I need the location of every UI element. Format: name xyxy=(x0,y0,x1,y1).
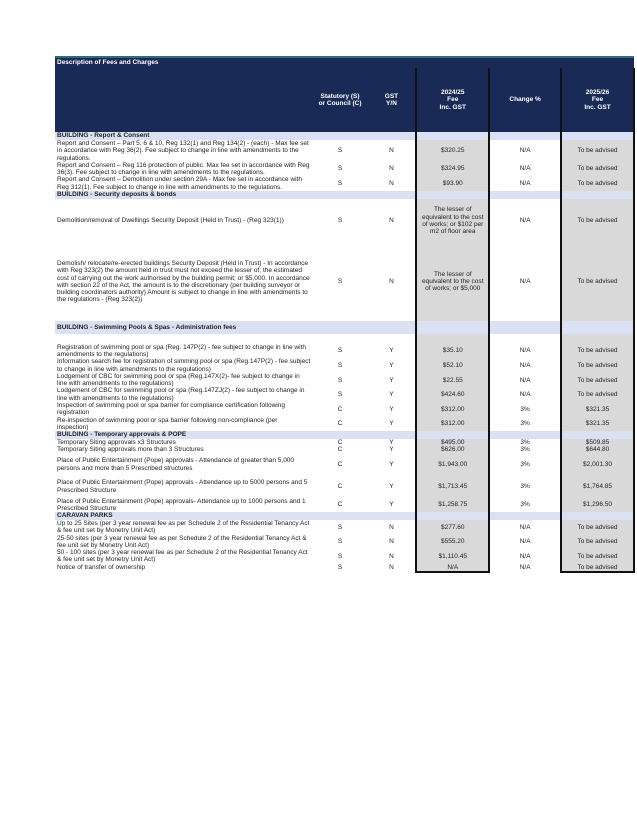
section-cell xyxy=(561,321,634,334)
section-row xyxy=(55,431,634,439)
fee-row xyxy=(55,199,634,243)
fee-description: Lodgement of CBC for swimming pool or spa (Reg.147ZJ(2) - fee subject to change in line with amendments to the regulations) xyxy=(57,387,305,402)
section-row xyxy=(55,321,634,334)
fee-row xyxy=(55,476,634,498)
statutory-or-council: C xyxy=(337,405,343,413)
change-percent: N/A xyxy=(519,538,531,546)
change-percent: 3% xyxy=(520,460,530,468)
change-percent: N/A xyxy=(519,179,531,187)
fee-2024-25-header: 2024/25 Fee Inc. GST xyxy=(416,68,489,132)
fee-description: Place of Public Entertainment (Pope) approvals- Attendance up to 1000 persons and 1 Prescribed Structure xyxy=(57,497,306,512)
fee-2025-26: To be advised xyxy=(561,199,634,243)
section-label: BUILDING - Temporary approvals & POPE xyxy=(55,431,416,439)
gst-flag: N xyxy=(389,278,394,286)
fee-2025-26: To be advised xyxy=(561,140,634,162)
section-cell xyxy=(489,431,561,439)
change-percent: 3% xyxy=(520,501,530,509)
fee-2025-26: $1,764.85 xyxy=(561,476,634,498)
fee-row xyxy=(55,439,634,446)
section-cell xyxy=(561,431,634,439)
fee-description: Information search fee for registration of simming pool or spa (Reg.147P(2) - fee subject to change in line with amendments to the regulations) xyxy=(57,358,311,373)
fee-description: Place of Public Entertainment (Pope) approvals - Attendance of greater than 5,000 persons and more than 5 Prescribed structures xyxy=(57,457,295,472)
change-percent: N/A xyxy=(519,376,531,384)
fee-row xyxy=(55,564,634,572)
statutory-or-council: C xyxy=(337,420,343,428)
fee-2025-26: To be advised xyxy=(561,243,634,321)
section-row xyxy=(55,132,634,140)
fee-row xyxy=(55,373,634,388)
change-percent: 3% xyxy=(520,405,530,413)
fee-2024-25: N/A xyxy=(416,564,489,572)
statutory-or-council: S xyxy=(337,147,343,155)
section-cell xyxy=(416,512,489,520)
gst-flag: Y xyxy=(389,362,394,370)
gst-flag: N xyxy=(389,147,394,155)
fee-description: Demolish/ relocate/re-erected buildings Security Deposit (Held in Trust) - In accordance with Reg 323(2) the amount held in trust must not exceed the lesser of; the estimated cost of carrying out the work authorised by the building permit; or $5,000. In accordance with section 22 of the Act, the amount is to the discretionary (per building surveyor or building coordinators authority) Amount is subject to change in line with amendments to the regulations - (Reg 323(2)) xyxy=(57,260,310,304)
fee-2024-25: $424.60 xyxy=(416,387,489,402)
change-percent: 3% xyxy=(520,446,530,454)
fee-description: Registration of swimming pool or spa (Reg. 147P(2) - fee subject to change in line with amendments to the regulations) xyxy=(57,343,306,359)
statutory-or-council: S xyxy=(337,391,343,399)
fee-row xyxy=(55,243,634,321)
fee-2025-26: $321.35 xyxy=(561,417,634,432)
change-percent: N/A xyxy=(519,165,531,173)
fee-row xyxy=(55,498,634,513)
gst-flag: N xyxy=(389,523,394,531)
change-percent: N/A xyxy=(519,147,531,155)
change-percent: 3% xyxy=(520,439,530,447)
fee-2025-26: To be advised xyxy=(561,344,634,359)
gst-flag: Y xyxy=(389,446,394,454)
fee-row xyxy=(55,454,634,476)
section-row xyxy=(55,191,634,199)
fee-2024-25: $1,713.45 xyxy=(416,476,489,498)
fee-2025-26-header: 2025/26 Fee Inc. GST xyxy=(561,68,634,132)
fee-2025-26: To be advised xyxy=(561,176,634,191)
fee-row xyxy=(55,402,634,417)
fee-2024-25: The lesser of equivalent to the cost of works; or $5,000 xyxy=(416,243,489,321)
gst-flag: N xyxy=(389,552,394,560)
fee-description: Re-inspection of swimming pool or spa barrier following non-compliance (per inspection) xyxy=(57,416,278,431)
change-percent: 3% xyxy=(520,420,530,428)
statutory-or-council: S xyxy=(337,347,343,355)
change-percent: N/A xyxy=(519,523,531,531)
fee-2024-25: $93.90 xyxy=(416,176,489,191)
fee-row xyxy=(55,387,634,402)
spacer-cell xyxy=(368,334,417,344)
fee-row xyxy=(55,535,634,550)
statutory-or-council: S xyxy=(337,278,343,286)
fee-2025-26: To be advised xyxy=(561,549,634,564)
spacer-cell xyxy=(312,334,367,344)
spacer-cell xyxy=(561,334,634,344)
fee-2024-25: $277.60 xyxy=(416,520,489,535)
fee-description: Report and Consent – Demolition under section 29A - Max fee set in accordance with Reg 312(1). Fee subject to change in line with amendments to the regulations. xyxy=(57,176,302,191)
section-cell xyxy=(561,512,634,520)
statutory-or-council: C xyxy=(337,439,343,447)
fee-row xyxy=(55,344,634,359)
section-label: CARAVAN PARKS xyxy=(55,512,416,520)
fee-2025-26: $1,296.50 xyxy=(561,498,634,513)
statutory-or-council: S xyxy=(337,538,343,546)
fee-2024-25: $35.10 xyxy=(416,344,489,359)
section-cell xyxy=(489,191,561,199)
statutory-or-council: S xyxy=(337,217,343,225)
change-percent: N/A xyxy=(519,347,531,355)
fee-2024-25: $1,110.45 xyxy=(416,549,489,564)
fees-table xyxy=(55,56,635,573)
statutory-or-council: C xyxy=(337,446,343,454)
section-cell xyxy=(489,132,561,140)
fee-2025-26: To be advised xyxy=(561,564,634,572)
gst-flag: Y xyxy=(389,376,394,384)
fee-2024-25: $1,258.75 xyxy=(416,498,489,513)
fee-row xyxy=(55,162,634,177)
fee-description: Temporary Siting approvals x3 Structures xyxy=(57,439,176,447)
statutory-or-council: S xyxy=(337,376,343,384)
fee-row xyxy=(55,140,634,162)
statutory-or-council: S xyxy=(337,564,343,572)
fee-2025-26: $321.35 xyxy=(561,402,634,417)
fee-row xyxy=(55,176,634,191)
gst-flag: N xyxy=(389,538,394,546)
statutory-header: Statutory (S) or Council (C) xyxy=(312,68,367,132)
fee-2025-26: To be advised xyxy=(561,162,634,177)
spacer-row xyxy=(55,334,634,344)
gst-flag: N xyxy=(389,179,394,187)
section-cell xyxy=(416,321,489,334)
fee-2024-25: The lesser of equivalent to the cost of works; or $102 per m2 of floor area xyxy=(416,199,489,243)
gst-flag: Y xyxy=(389,501,394,509)
change-percent: N/A xyxy=(519,362,531,370)
section-cell xyxy=(489,512,561,520)
statutory-or-council: S xyxy=(337,165,343,173)
statutory-or-council: S xyxy=(337,552,343,560)
fee-2025-26: To be advised xyxy=(561,535,634,550)
gst-flag: N xyxy=(389,564,394,572)
fee-2024-25: $22.55 xyxy=(416,373,489,388)
fee-2024-25: $52.10 xyxy=(416,358,489,373)
change-percent: N/A xyxy=(519,217,531,225)
gst-flag: Y xyxy=(389,439,394,447)
change-percent: N/A xyxy=(519,552,531,560)
fee-row xyxy=(55,417,634,432)
fee-2024-25: $555.20 xyxy=(416,535,489,550)
fee-description: Place of Public Entertainment (Pope) approvals - Attendance up to 5000 persons and 5 Prescribed Structure xyxy=(57,479,308,494)
statutory-or-council: S xyxy=(337,179,343,187)
gst-flag: N xyxy=(389,165,394,173)
gst-flag: Y xyxy=(389,347,394,355)
fee-2024-25: $1,943.00 xyxy=(416,454,489,476)
gst-flag: Y xyxy=(389,405,394,413)
fee-2025-26: $2,001.30 xyxy=(561,454,634,476)
change-percent: N/A xyxy=(519,391,531,399)
fee-description: 25-50 sites (per 3 year renewal fee as per Schedule 2 of the Residential Tenancy Act & fee unit set by Monetry Unit Act) xyxy=(57,534,307,549)
section-cell xyxy=(561,191,634,199)
change-percent: 3% xyxy=(520,482,530,490)
fee-row xyxy=(55,446,634,453)
statutory-or-council: S xyxy=(337,523,343,531)
statutory-or-council: C xyxy=(337,501,343,509)
section-label: BUILDING - Swimming Pools & Spas - Administration fees xyxy=(55,321,416,334)
gst-flag: Y xyxy=(389,420,394,428)
fee-2024-25: $320.25 xyxy=(416,140,489,162)
section-cell xyxy=(416,132,489,140)
section-label: BUILDING - Security deposits & bonds xyxy=(55,191,416,199)
fee-row xyxy=(55,358,634,373)
section-row xyxy=(55,512,634,520)
section-cell xyxy=(489,321,561,334)
fee-2024-25: $626.00 xyxy=(416,446,489,453)
fee-description: Temporary Siting approvals more than 3 Structures xyxy=(57,446,204,454)
section-cell xyxy=(416,431,489,439)
spacer-cell xyxy=(416,334,489,344)
gst-flag: N xyxy=(389,217,394,225)
fee-2025-26: To be advised xyxy=(561,520,634,535)
fee-description: Report and Consent – Part 5, 6 & 10, Reg 132(1) and Reg 134(2) - (each) - Max fee set in accordance with Reg 36(2). Fee subject to change in line with amendments to the regulations. xyxy=(57,140,309,162)
fee-description: 50 - 100 sites (per 3 year renewal fee as per Schedule 2 of the Residential Tenancy Act & fee unit set by Monetry Unit Act) xyxy=(57,549,308,564)
statutory-or-council: C xyxy=(337,482,343,490)
change-percent: N/A xyxy=(519,278,531,286)
description-header xyxy=(55,68,312,132)
gst-flag: Y xyxy=(389,482,394,490)
gst-flag: Y xyxy=(389,391,394,399)
spacer-cell xyxy=(489,334,561,344)
statutory-or-council: C xyxy=(337,460,343,468)
fee-description: Lodgement of CBC for swimming pool or spa (Reg.147X(2)- fee subject to change in line with amendments to the regulations) xyxy=(57,372,300,388)
change-percent: N/A xyxy=(519,564,531,572)
fee-2024-25: $495.00 xyxy=(416,439,489,446)
gst-header: GST Y/N xyxy=(368,68,417,132)
fee-2024-25: $312.00 xyxy=(416,417,489,432)
fee-2025-26: To be advised xyxy=(561,387,634,402)
statutory-or-council: S xyxy=(337,362,343,370)
fees-body xyxy=(55,132,634,572)
section-cell xyxy=(416,191,489,199)
fee-2025-26: To be advised xyxy=(561,358,634,373)
fee-2025-26: $644.80 xyxy=(561,446,634,453)
gst-flag: Y xyxy=(389,460,394,468)
fee-description: Notice of transfer of ownership xyxy=(57,564,146,572)
fee-2025-26: $509.85 xyxy=(561,439,634,446)
fee-description: Inspection of swimming pool or spa barrier for compliance certification following registration xyxy=(57,401,285,417)
section-label: BUILDING - Report & Consent xyxy=(55,132,416,140)
fee-row xyxy=(55,520,634,535)
fee-description: Up to 25 Sites (per 3 year renewal fee as per Schedule 2 of the Residential Tenancy Act & fee unit set by Monetry Unit Act) xyxy=(57,520,310,535)
fee-2025-26: To be advised xyxy=(561,373,634,388)
section-cell xyxy=(561,132,634,140)
fee-description: Demolition/removal of Dwellings Security Deposit (Held in Trust) - (Reg 323(1)) xyxy=(57,217,284,225)
fee-description: Report and Consent – Reg 116 protection of public. Max fee set in accordance with Reg 36(3). Fee subject to change in line with amendments to the regulations. xyxy=(57,161,310,177)
change-header: Change % xyxy=(489,68,561,132)
fee-2024-25: $312.00 xyxy=(416,402,489,417)
fee-row xyxy=(55,549,634,564)
table-title: Description of Fees and Charges xyxy=(55,57,634,68)
spacer-cell xyxy=(55,334,312,344)
fee-2024-25: $324.95 xyxy=(416,162,489,177)
